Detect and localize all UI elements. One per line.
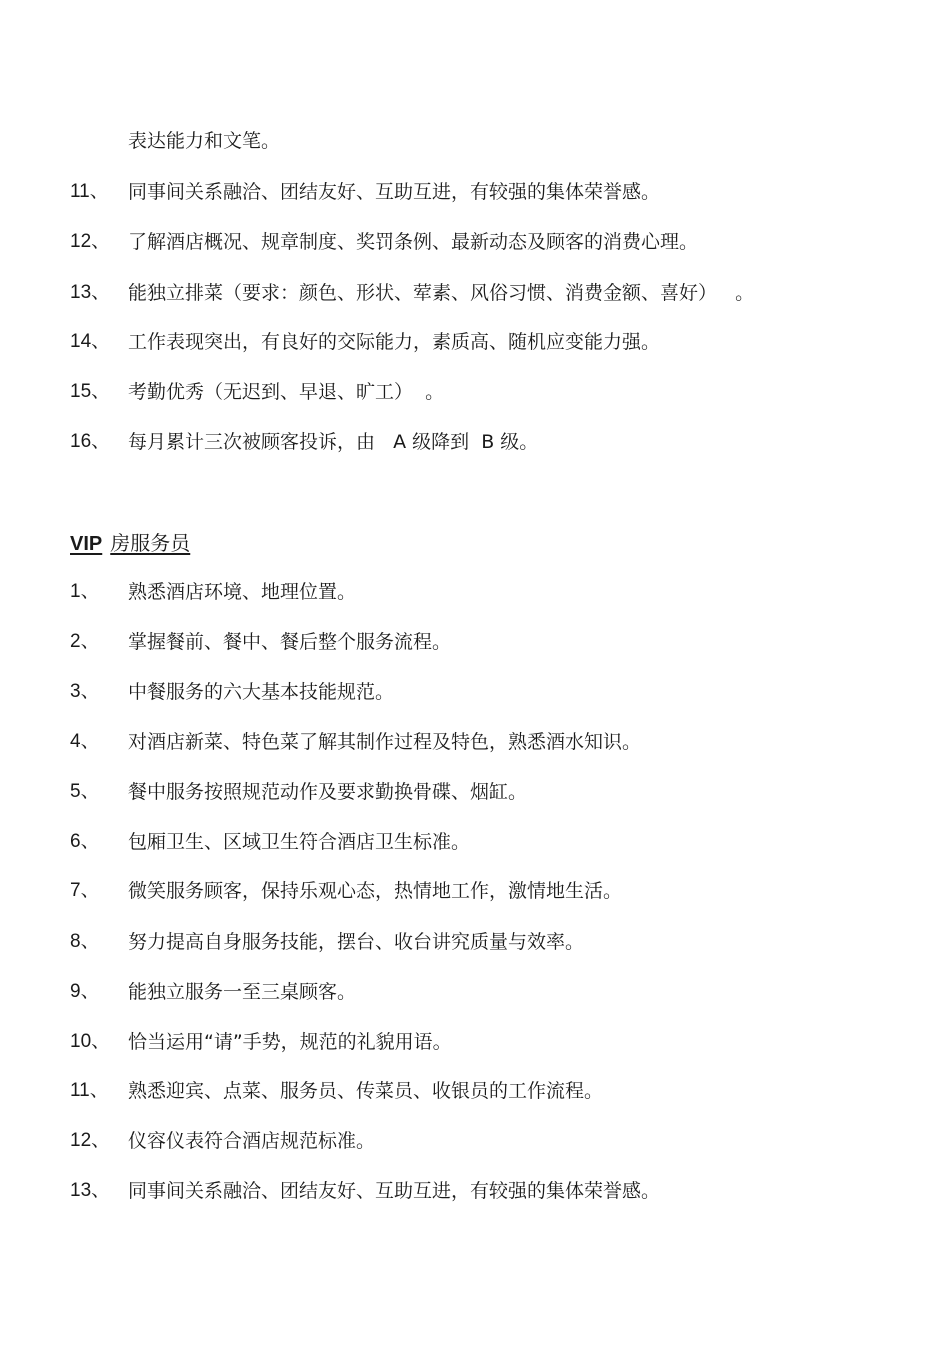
item-text: 熟悉迎宾、点菜、服务员、传菜员、收银员的工作流程。 [128, 1080, 604, 1102]
item-text: 包厢卫生、区域卫生符合酒店卫生标准。 [128, 831, 471, 853]
item-text: 熟悉酒店环境、地理位置。 [128, 581, 357, 603]
item-number: 9、 [70, 981, 100, 1002]
item-text: 餐中服务按照规范动作及要求勤换骨碟、烟缸。 [128, 781, 528, 803]
item-number: 1、 [70, 581, 100, 602]
item-text: 中餐服务的六大基本技能规范。 [128, 681, 395, 703]
item-number: 13、 [70, 282, 111, 303]
item-text: 掌握餐前、餐中、餐后整个服务流程。 [128, 631, 452, 653]
section-heading [70, 528, 190, 558]
item-text: 能独立排菜（要求：颜色、形状、荤素、风俗习惯、消费金额、喜好） 。 [128, 282, 755, 304]
item-text: 同事间关系融洽、团结友好、互助互进，有较强的集体荣誉感。 [128, 1180, 661, 1202]
item-number: 12、 [70, 1130, 111, 1151]
continuation-text: 表达能力和文笔。 [128, 130, 281, 152]
item-number: 15、 [70, 381, 111, 402]
item-number: 4、 [70, 731, 100, 752]
item-text: 对酒店新菜、特色菜了解其制作过程及特色，熟悉酒水知识。 [128, 731, 642, 753]
item-number: 2、 [70, 631, 100, 652]
item-number: 11、 [70, 1080, 109, 1101]
heading-prefix: VIP [70, 533, 103, 555]
item-number: 7、 [70, 880, 100, 901]
item-text: 能独立服务一至三桌顾客。 [128, 981, 357, 1003]
item-number: 6、 [70, 831, 100, 852]
item-number: 8、 [70, 931, 100, 952]
item-text: 每月累计三次被顾客投诉，由 A 级降到 B 级。 [128, 431, 539, 453]
item-number: 3、 [70, 681, 100, 702]
item-text: 考勤优秀（无迟到、早退、旷工） 。 [128, 381, 445, 403]
item-number: 12、 [70, 231, 111, 252]
item-number: 13、 [70, 1180, 111, 1201]
item-number: 10、 [70, 1031, 111, 1052]
item-text: 工作表现突出，有良好的交际能力，素质高、随机应变能力强。 [128, 331, 661, 353]
item-number: 11、 [70, 181, 109, 202]
item-text: 同事间关系融洽、团结友好、互助互进，有较强的集体荣誉感。 [128, 181, 661, 203]
item-number: 16、 [70, 431, 111, 452]
item-number: 5、 [70, 781, 100, 802]
item-text: 恰当运用“请”手势，规范的礼貌用语。 [128, 1031, 452, 1053]
item-text: 努力提高自身服务技能，摆台、收台讲究质量与效率。 [128, 931, 585, 953]
item-text: 仪容仪表符合酒店规范标准。 [128, 1130, 376, 1152]
item-text: 微笑服务顾客，保持乐观心态，热情地工作，激情地生活。 [128, 880, 623, 902]
heading-text: 房服务员 [110, 531, 191, 555]
item-number: 14、 [70, 331, 111, 352]
item-text: 了解酒店概况、规章制度、奖罚条例、最新动态及顾客的消费心理。 [128, 231, 699, 253]
